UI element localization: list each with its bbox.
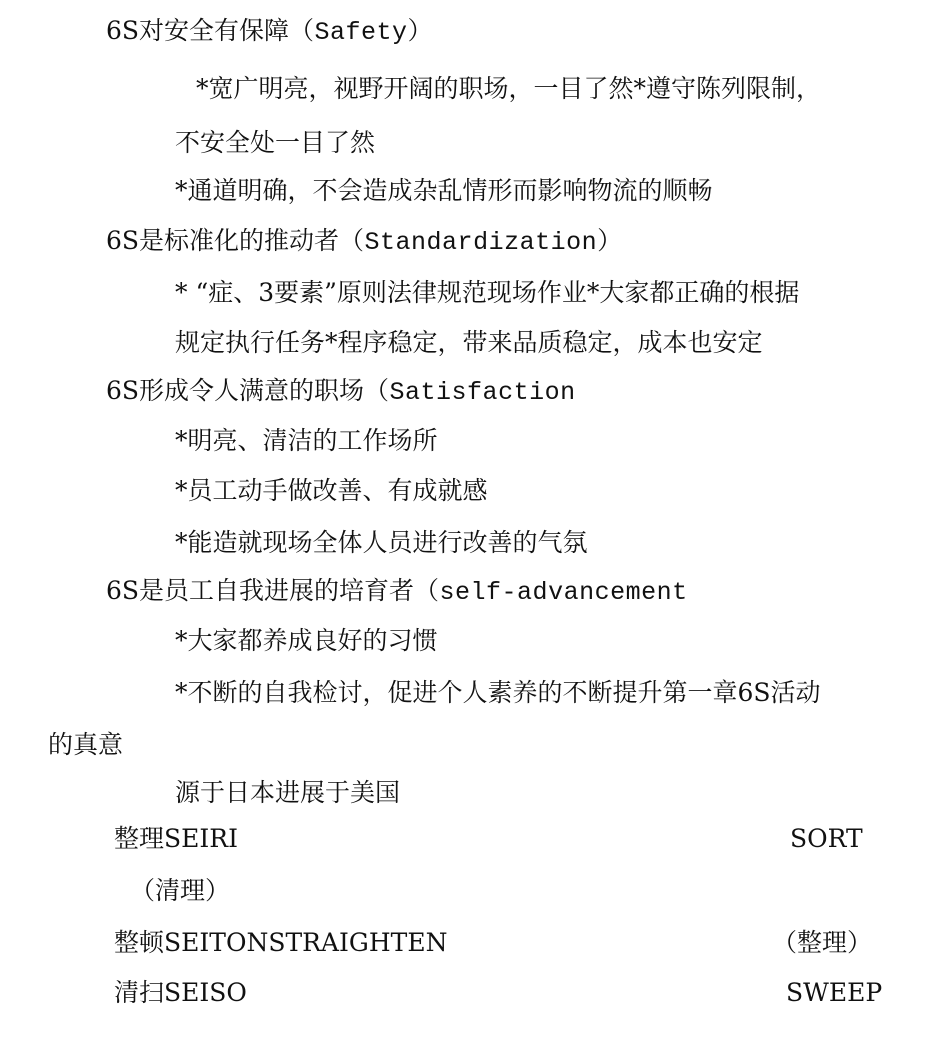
heading-safety-en: （Safety） xyxy=(289,18,434,47)
heading-standardization-en: （Standardization） xyxy=(339,228,623,257)
heading-satisfaction-en: （Satisfaction xyxy=(364,378,576,407)
satisfaction-line-2: *员工动手做改善、有成就感 xyxy=(175,476,488,505)
term-en: SORT xyxy=(790,824,863,853)
term-en: （整理） xyxy=(772,928,873,957)
heading-safety xyxy=(106,14,433,50)
term-row xyxy=(114,822,238,856)
heading-safety-cn: 6S对安全有保障 xyxy=(106,16,290,45)
self-advancement-line-1: *大家都养成良好的习惯 xyxy=(175,626,438,655)
standardization-line-1: * “症、3要素”原则法律规范现场作业*大家都正确的根据 xyxy=(175,278,800,307)
heading-satisfaction-cn: 6S形成令人满意的职场 xyxy=(106,376,365,405)
heading-self-advancement-cn: 6S是员工自我进展的培育者 xyxy=(106,576,415,605)
heading-satisfaction xyxy=(106,374,576,410)
safety-line-3: *通道明确，不会造成杂乱情形而影响物流的顺畅 xyxy=(175,176,713,205)
origin-text: 源于日本进展于美国 xyxy=(175,778,401,807)
safety-line-2: 不安全处一目了然 xyxy=(175,128,376,157)
self-advancement-line-2: *不断的自我检讨，促进个人素养的不断提升第一章6S活动 xyxy=(175,678,821,707)
term-row xyxy=(114,976,247,1010)
term-jp: SEITONSTRAIGHTEN xyxy=(164,928,448,957)
term-cn: 整理 xyxy=(114,824,165,853)
term-jp: SEIRI xyxy=(164,824,238,853)
term-row xyxy=(114,926,447,960)
term-cn: 清扫 xyxy=(114,978,165,1007)
heading-self-advancement-en: （self-advancement xyxy=(414,578,688,607)
satisfaction-line-3: *能造就现场全体人员进行改善的气氛 xyxy=(175,528,588,557)
term-subtitle: （清理） xyxy=(130,876,231,905)
safety-line-1: *宽广明亮，视野开阔的职场，一目了然*遵守陈列限制， xyxy=(196,74,822,103)
standardization-line-2: 规定执行任务*程序稳定，带来品质稳定，成本也安定 xyxy=(175,328,763,357)
term-cn: 整顿 xyxy=(114,928,165,957)
heading-self-advancement xyxy=(106,574,688,610)
self-advancement-line-3: 的真意 xyxy=(48,730,124,759)
term-jp: SEISO xyxy=(164,978,247,1007)
heading-standardization-cn: 6S是标准化的推动者 xyxy=(106,226,340,255)
term-en: SWEEP xyxy=(786,978,883,1007)
heading-standardization xyxy=(106,224,623,260)
satisfaction-line-1: *明亮、清洁的工作场所 xyxy=(175,426,438,455)
